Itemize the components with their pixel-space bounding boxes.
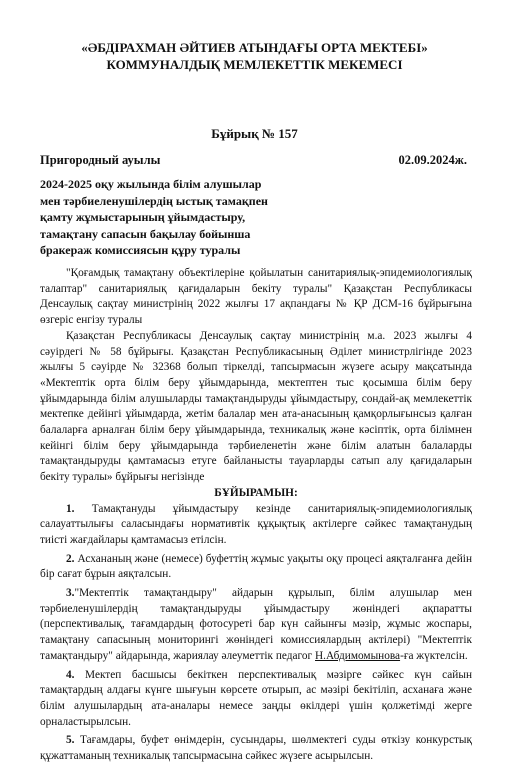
item-text: Тағамдары, буфет өнімдерін, сусындары, шөлмектегі суды өткізу конкурстық құжаттаманың техникалық тапсырмасына сәйкес жүзеге асырылсын. [40, 734, 472, 763]
item-text: Тамақтануды ұйымдастыру кезінде санитариялық-эпидемиологиялық салауаттылығы саласындағы нормативтік құқықтық актілерге сәйкес тамақтанудың тиісті жағдайлары қамтамасыз етілсін. [40, 502, 472, 546]
item-text: Мектеп басшысы бекіткен перспективалық мәзірге сәйкес күн сайын тамақтардың алдағы күнге шығуын көрсете отырып, ас мәзірі бекітіліп, асханаға және білім алушылардың ата-аналары немесе заңды өкілдері үшін қолжетімді жерге орналастырылсын. [40, 668, 472, 728]
order-item-3: 3."Мектептік тамақтандыру" айдарын құрылып, білім алушылар мен тәрбиеленушілердің тамақтандыруды ұйымдастыру жөніндегі ақпаратты (перспективалық, тағамдардың фотосуреті бар күн сайынғы мәзір, жұмыс жоспары, тамақтану сапасының мониторингі жөніндегі комиссиялардың актілері) "Мектептік тамақтандыру" айдарында, жариялау әлеуметтік педагог Н.Абдимомынова-ға жүктелсін. [40, 587, 472, 662]
item-text: "Мектептік тамақтандыру" айдарын құрылып, білім алушылар мен тәрбиеленушілердің тамақтандыруды ұйымдастыру жөніндегі ақпаратты (перспективалық, тағамдардың фотосуреті бар күн сайынғы мәзір, жұмыс жоспары, тамақтану сапасының мониторингі жөніндегі комиссиялардың актілері) "Мектептік тамақтандыру" айдарында, жариялау әлеуметтік педагог [40, 587, 472, 662]
item-number: 5. [66, 734, 75, 747]
institution-type-line: КОММУНАЛДЫҚ МЕМЛЕКЕТТІК МЕКЕМЕСІ [106, 57, 403, 72]
legal-basis-paragraph: Қазақстан Республикасы Денсаулық сақтау министрінің м.а. 2023 жылғы 4 сәуірдегі № 58 бұйрығы. Қазақстан Республикасының Әділет министрлігінде 2023 жылғы 5 сәуірде № 32368 болып тіркелді, тапсырмасын жүзеге асыру мақсатында «Мектептік орта білім беру ұйымдарында, мектептен тыс қосымша білім беру ұйымдарында білім алушыларды тамақтандыруды ұйымдастыру, сондай-ақ мемлекеттік мектепке дейінгі ұйымдарда, жетім балалар мен ата-анасының қамқорлығынсыз қалған балаларға арналған білім беру ұйымдарында, техникалық және кәсіптік, орта білімнен кейінгі білім беру ұйымдарында тәрбиеленетін және білім алатын балаларды тамақтандыруды қамтамасыз етуге байланысты тауарларды сатып алу қағидаларын бекіту туралы» бұйрығы негізінде [40, 329, 472, 484]
order-title: Бұйрық № 157 [211, 126, 298, 141]
subject-line: тамақтану сапасын бақылау бойынша [40, 226, 251, 241]
subject-line: мен тәрбиеленушілердің ыстық тамақпен [40, 193, 268, 208]
item-number: 1. [66, 502, 75, 515]
order-item-1 [40, 502, 472, 549]
school-name-line: «ӘБДІРАХМАН ӘЙТИЕВ АТЫНДАҒЫ ОРТА МЕКТЕБІ» [81, 40, 428, 55]
place-name: Пригородный ауылы [40, 153, 161, 167]
subject-line: бракераж комиссиясын құру туралы [40, 243, 241, 257]
order-heading: БҰЙЫРАМЫН: [214, 486, 298, 499]
order-date: 02.09.2024ж. [398, 153, 467, 167]
order-item-5 [40, 733, 472, 764]
item-number: 2. [66, 552, 75, 565]
item-text: Асхананың және (немесе) буфеттің жұмыс уақыты оқу процесі аяқталғанға дейін бір сағат бұрын аяқталсын. [40, 552, 472, 581]
subject-line: 2024-2025 оқу жылында білім алушылар [40, 177, 262, 191]
order-body [40, 266, 472, 765]
responsible-person: Н.Абдимомынова [315, 649, 401, 662]
item-text-end: жүктелсін. [416, 649, 468, 662]
order-item-4 [40, 668, 472, 731]
order-subject [40, 176, 320, 259]
order-item-2 [40, 552, 472, 583]
item-number: 4. [66, 668, 75, 681]
subject-line: қамту жұмыстарының ұйымдастыру, [40, 210, 246, 224]
item-number: 3. [66, 587, 75, 600]
preamble-paragraph: "Қоғамдық тамақтану объектілеріне қойылатын санитариялық-эпидемиологиялық талаптар" санитариялық қағидаларын бекіту туралы" Қазақстан Республикасы Денсаулық сақтау министрінің 2022 жылғы 17 ақпандағы № ҚР ДСМ-16 бұйрығына өзгеріс енгізу туралы [40, 267, 472, 327]
